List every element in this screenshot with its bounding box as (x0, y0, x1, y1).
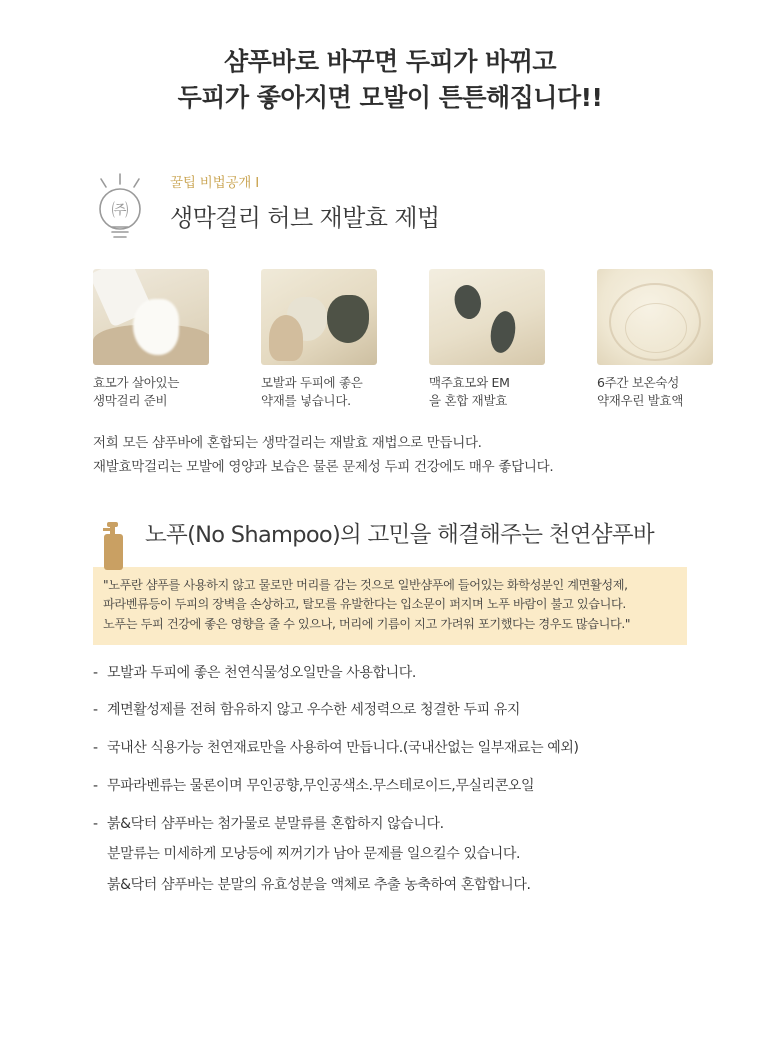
page-headline (0, 44, 780, 115)
section-kicker: 꿀팁 비법공개 I (170, 175, 260, 191)
list-item (93, 738, 780, 760)
bullet-dash: - (93, 777, 98, 794)
photo-aged-extract (597, 269, 713, 365)
bullet-text: 국내산 식용가능 천연재료만을 사용하여 만듭니다.(국내산없는 일부재료는 예외) (107, 740, 579, 757)
photo-caption-line-2: 약재를 넣습니다. (261, 393, 351, 409)
lightbulb-icon (93, 173, 147, 247)
list-item (93, 776, 780, 798)
photo-herb-pouches (261, 269, 377, 365)
feature-bullet-list (0, 663, 780, 897)
photo-caption-line-2: 을 혼합 재발효 (429, 393, 507, 409)
headline-line-2: 두피가 좋아지면 모발이 튼튼해집니다!! (177, 82, 603, 112)
photo-caption-line-1: 맥주효모와 EM (429, 375, 510, 390)
bullet-dash: - (93, 815, 98, 832)
bullet-text: 무파라벤류는 물론이며 무인공향,무인공색소.무스테로이드,무실리콘오일 (107, 777, 535, 794)
photo-item (93, 269, 257, 410)
bullet-sub-text: 분말류는 미세하게 모낭등에 찌꺼기가 남아 문제를 일으킬수 있습니다. (107, 846, 520, 863)
headline-line-1: 샴푸바로 바꾸면 두피가 바뀌고 (223, 47, 557, 76)
photo-item (261, 269, 425, 410)
quote-line-3: 노푸는 두피 건강에 좋은 영향을 줄 수 있으나, 머리에 기름이 지고 가려워 포기했다는 경우도 많습니다." (103, 617, 631, 632)
photo-caption-line-1: 효모가 살아있는 (93, 375, 180, 390)
photo-caption (429, 374, 561, 410)
quote-line-1: "노푸란 샴푸를 사용하지 않고 물로만 머리를 감는 것으로 일반샴푸에 들어있는 화학성분인 계면활성제, (103, 577, 628, 592)
photo-strip (0, 269, 780, 410)
bullet-main-text: 붉&닥터 샴푸바는 첨가물로 분말류를 혼합하지 않습니다. (107, 815, 444, 832)
section-noshampoo-header (0, 522, 780, 549)
photo-caption-line-1: 모발과 두피에 좋은 (261, 375, 363, 390)
photo-caption-line-2: 생막걸리 준비 (93, 393, 168, 409)
photo-pouring-makgeolli (93, 269, 209, 365)
section-paragraph (0, 432, 780, 479)
pump-bottle-icon (96, 518, 130, 572)
section-makgeolli-header (0, 171, 780, 261)
quote-line-2: 파라벤류등이 두피의 장벽을 손상하고, 탈모를 유발한다는 입소문이 퍼지며 노푸 바람이 불고 있습니다. (103, 597, 626, 612)
bullet-text (107, 814, 531, 897)
bullet-text: 모발과 두피에 좋은 천연식물성오일만을 사용합니다. (107, 664, 416, 681)
photo-caption (597, 374, 729, 410)
list-item (93, 663, 780, 685)
section2-title: 노푸(No Shampoo)의 고민을 해결해주는 천연샴푸바 (145, 521, 654, 548)
photo-item (429, 269, 593, 410)
bullet-dash: - (93, 702, 98, 719)
photo-yeast-mixing (429, 269, 545, 365)
section-title: 생막걸리 허브 재발효 제법 (170, 204, 440, 232)
list-item (93, 814, 780, 897)
bullet-dash: - (93, 664, 98, 681)
bullet-sub-text: 붉&닥터 샴푸바는 분말의 유효성분을 액체로 추출 농축하여 혼합합니다. (107, 876, 531, 893)
photo-caption (93, 374, 225, 410)
photo-caption-line-2: 약재우린 발효액 (597, 393, 684, 409)
quote-box (93, 567, 687, 645)
paragraph-line-1: 저희 모든 샴푸바에 혼합되는 생막걸리는 재발효 재법으로 만듭니다. (93, 435, 482, 452)
bullet-dash: - (93, 740, 98, 757)
photo-caption-line-1: 6주간 보온숙성 (597, 375, 679, 390)
photo-caption (261, 374, 393, 410)
svg-text:㈜: ㈜ (111, 201, 129, 221)
list-item (93, 700, 780, 722)
page-root (0, 44, 780, 1044)
photo-item (597, 269, 761, 410)
paragraph-line-2: 재발효막걸리는 모발에 영양과 보습은 물론 문제성 두피 건강에도 매우 좋답니다. (93, 458, 554, 475)
bullet-text: 계면활성제를 전혀 함유하지 않고 우수한 세정력으로 청결한 두피 유지 (107, 702, 520, 719)
